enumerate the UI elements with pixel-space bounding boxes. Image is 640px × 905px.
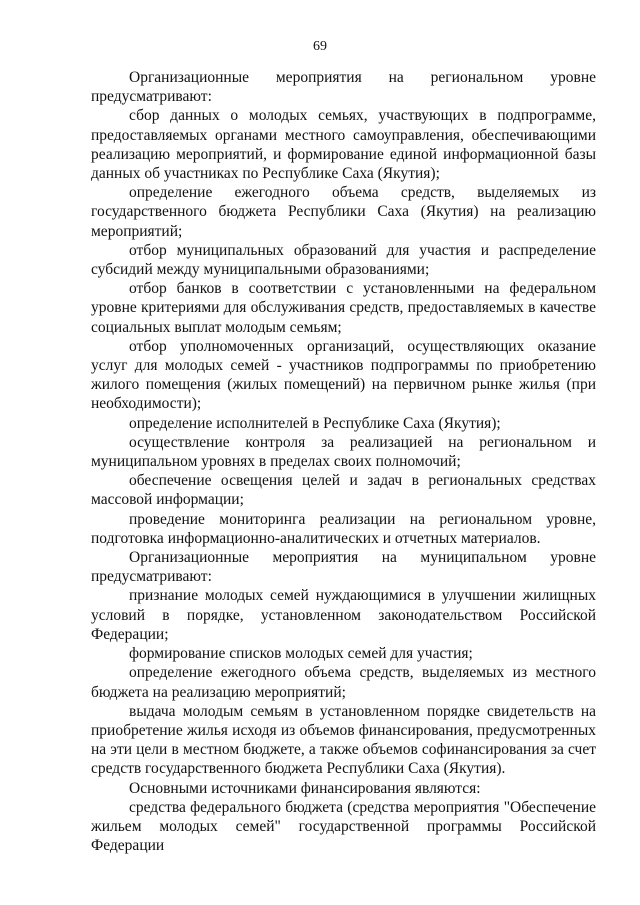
- paragraph-control: осуществление контроля за реализацией на региональном и муниципальном уровнях в пределах своих полномочий;: [91, 433, 596, 471]
- page-number: 69: [313, 39, 327, 54]
- document-body: [91, 68, 596, 855]
- paragraph-recognition: признание молодых семей нуждающимися в улучшении жилищных условий в порядке, установленном законодательством Российской Федерации;: [91, 587, 596, 643]
- paragraph-certificates: выдача молодым семьям в установленном порядке свидетельств на приобретение жилья исходя из объемов финансирования, предусмотренных на эти цели в местном бюджете, а также объемов софинансирования за счет средств государственного бюджета Республики Саха (Якутия).: [91, 702, 596, 778]
- paragraph-regional-intro: Организационные мероприятия на региональном уровне предусматривают:: [91, 69, 596, 106]
- paragraph-executors: определение исполнителей в Республике Саха (Якутия);: [129, 414, 501, 432]
- paragraph-bank-selection: отбор банков в соответствии с установленными на федеральном уровне критериями для обслуживания средств, предоставляемых в качестве социальных выплат молодым семьям;: [91, 280, 596, 336]
- paragraph-data-collection: сбор данных о молодых семьях, участвующих в подпрограмме, предоставляемых органами местного самоуправления, обеспечивающими реализацию мероприятий, и формирование единой информационной базы данных об участниках по Республике Саха (Якутия);: [91, 107, 596, 183]
- paragraph-federal-funds: средства федерального бюджета (средства мероприятия "Обеспечение жильем молодых семей" государственной программы Российской Федерации: [91, 798, 596, 855]
- paragraph-family-lists: формирование списков молодых семей для участия;: [129, 645, 473, 663]
- paragraph-funding-sources: Основными источниками финансирования являются:: [129, 779, 481, 797]
- paragraph-annual-budget-regional: определение ежегодного объема средств, выделяемых из государственного бюджета Республики Саха (Якутия) на реализацию мероприятий;: [91, 184, 596, 240]
- paragraph-monitoring: проведение мониторинга реализации на региональном уровне, подготовка информационно-аналитических и отчетных материалов.: [91, 510, 596, 547]
- paragraph-municipal-selection: отбор муниципальных образований для участия и распределение субсидий между муниципальными образованиями;: [91, 241, 596, 279]
- paragraph-municipal-intro: Организационные мероприятия на муниципальном уровне предусматривают:: [91, 549, 596, 586]
- paragraph-authorized-organizations: отбор уполномоченных организаций, осуществляющих оказание услуг для молодых семей - участников подпрограммы по приобретению жилого помещения (жилых помещений) на первичном рынке жилья (при необходимости);: [91, 337, 596, 413]
- paragraph-annual-budget-local: определение ежегодного объема средств, выделяемых из местного бюджета на реализацию мероприятий;: [91, 664, 596, 701]
- paragraph-media-coverage: обеспечение освещения целей и задач в региональных средствах массовой информации;: [91, 472, 596, 509]
